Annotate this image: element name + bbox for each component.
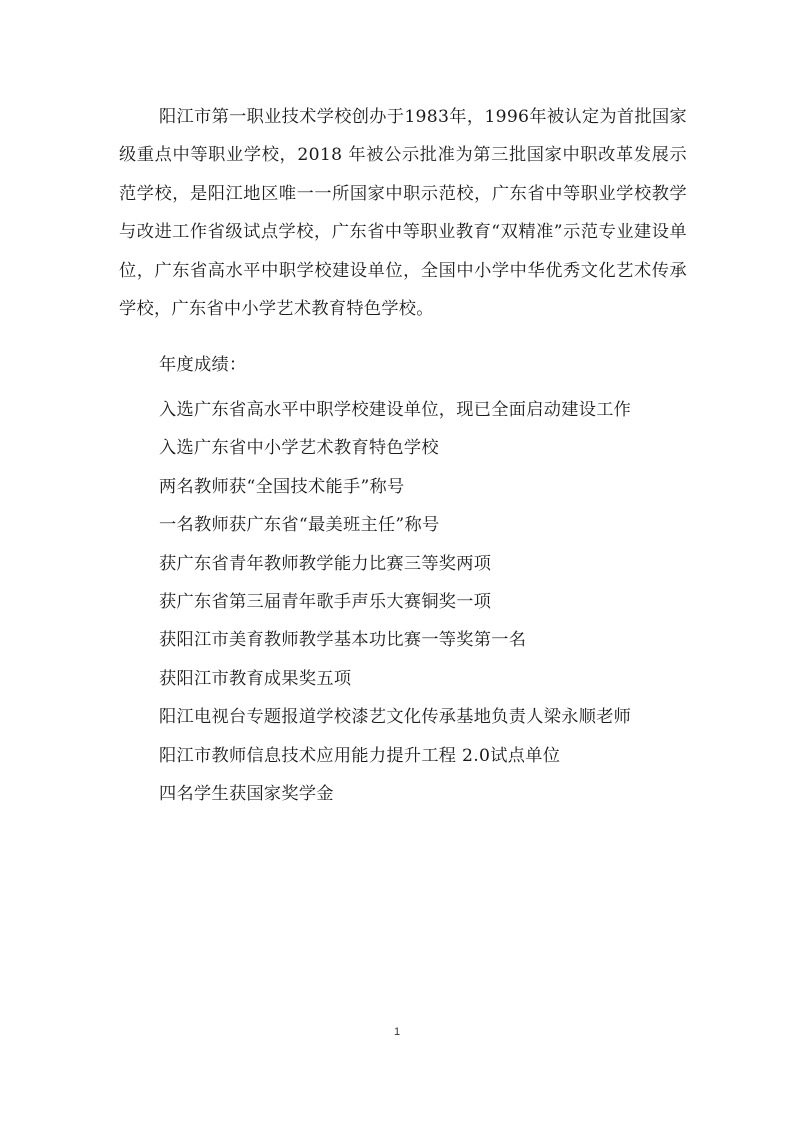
achievement-item: 一名教师获广东省“最美班主任”称号 xyxy=(159,515,440,536)
achievements-list xyxy=(159,391,631,813)
achievements-heading: 年度成绩： xyxy=(159,355,247,375)
achievement-item: 入选广东省中小学艺术教育特色学校 xyxy=(159,438,439,459)
intro-paragraph: 阳江市第一职业技术学校创办于1983年，1996年被认定为首批国家级重点中等职业学校，2018 年被公示批准为第三批国家中职改革发展示范学校，是阳江地区唯一一所国家中职示范校，广东省中等职业学校教学与改进工作省级试点学校，广东省中等职业教育“双精准”示范专业建设单位，广东省高水平中职学校建设单位，全国中小学中华优秀文化艺术传承学校，广东省中小学艺术教育特色学校。 xyxy=(119,107,687,320)
achievement-item: 四名学生获国家奖学金 xyxy=(159,783,334,804)
achievement-item: 入选广东省高水平中职学校建设单位，现已全面启动建设工作 xyxy=(159,400,632,420)
achievement-item: 获广东省第三届青年歌手声乐大赛铜奖一项 xyxy=(159,591,492,612)
achievement-item: 阳江市教师信息技术应用能力提升工程 2.0试点单位 xyxy=(159,745,561,766)
achievement-item: 获广东省青年教师教学能力比赛三等奖两项 xyxy=(159,553,492,574)
achievement-item: 获阳江市教育成果奖五项 xyxy=(159,668,352,689)
achievement-item: 两名教师获“全国技术能手”称号 xyxy=(159,476,405,497)
page-number: 1 xyxy=(393,1026,401,1038)
achievement-item: 获阳江市美育教师教学基本功比赛一等奖第一名 xyxy=(159,630,527,651)
achievement-item: 阳江电视台专题报道学校漆艺文化传承基地负责人梁永顺老师 xyxy=(159,707,632,728)
